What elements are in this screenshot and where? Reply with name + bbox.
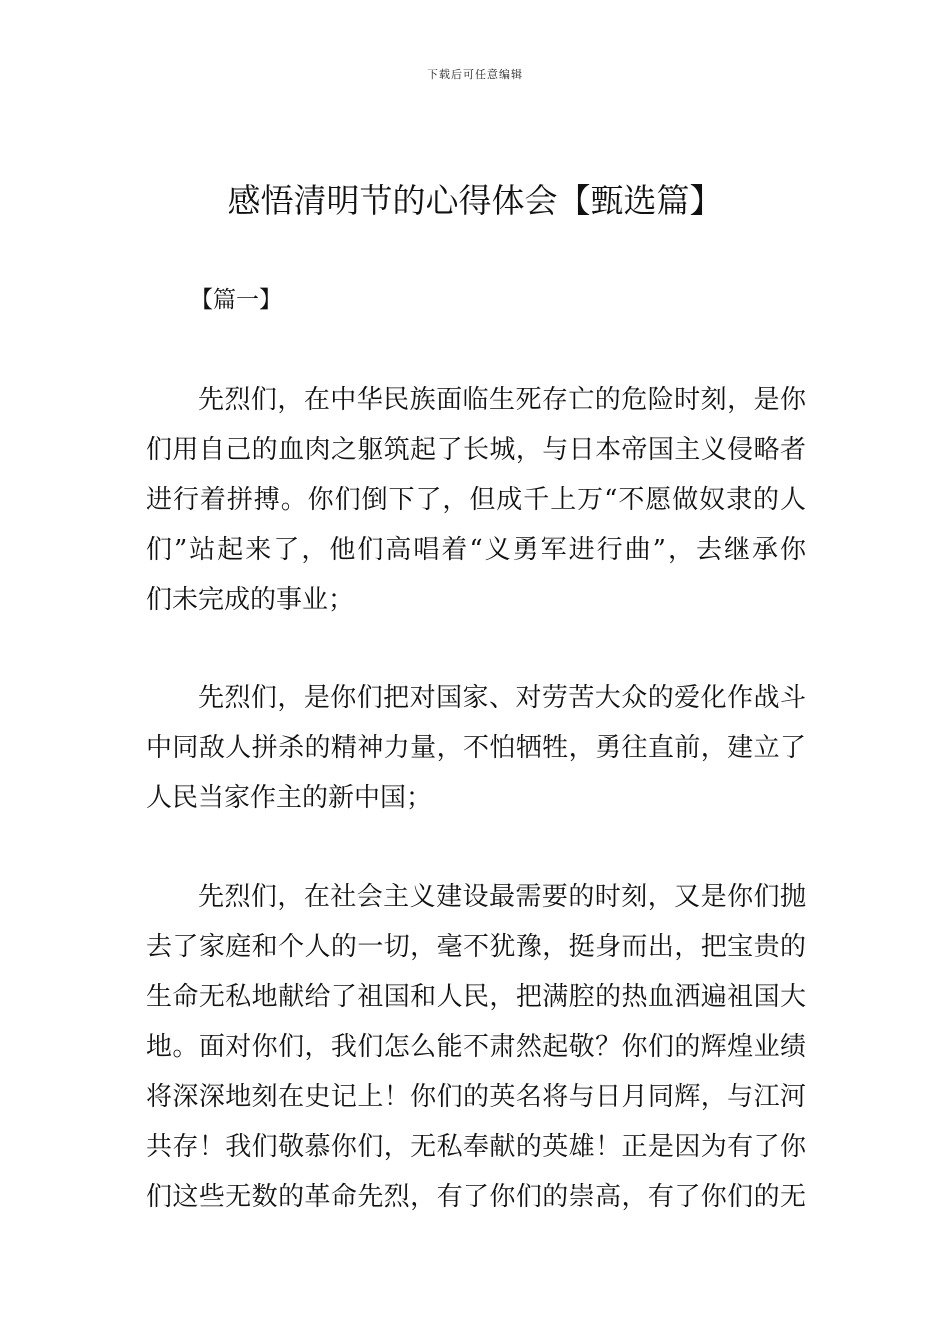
- paragraph-1: [146, 375, 806, 625]
- paragraph-line: 共存！我们敬慕你们，无私奉献的英雄！正是因为有了你: [146, 1132, 806, 1162]
- paragraph-line: 生命无私地献给了祖国和人民，把满腔的热血洒遍祖国大: [146, 982, 806, 1012]
- paragraph-line: 进行着拼搏。你们倒下了，但成千上万“不愿做奴隶的人: [146, 485, 806, 515]
- paragraph-line: 先烈们，是你们把对国家、对劳苦大众的爱化作战斗: [198, 683, 806, 713]
- paragraph-line: 地。面对你们，我们怎么能不肃然起敬？你们的辉煌业绩: [146, 1032, 806, 1062]
- paragraph-line: 们用自己的血肉之躯筑起了长城，与日本帝国主义侵略者: [146, 435, 806, 465]
- paragraph-line: 人民当家作主的新中国；: [146, 783, 433, 813]
- paragraph-3: [146, 872, 806, 1222]
- paragraph-line: 先烈们，在中华民族面临生死存亡的危险时刻，是你: [198, 385, 806, 415]
- paragraph-line: 们未完成的事业；: [146, 585, 355, 615]
- paragraph-line: 们”站起来了，他们高唱着“义勇军进行曲”，去继承你: [146, 535, 806, 565]
- section-label: 【篇一】: [190, 287, 282, 313]
- paragraph-line: 去了家庭和个人的一切，毫不犹豫，挺身而出，把宝贵的: [146, 932, 806, 962]
- paragraph-line: 将深深地刻在史记上！你们的英名将与日月同辉，与江河: [146, 1082, 806, 1112]
- document-title: 感悟清明节的心得体会【甄选篇】: [227, 181, 723, 220]
- header-note: 下载后可任意编辑: [427, 68, 523, 81]
- paragraph-line: 们这些无数的革命先烈，有了你们的崇高，有了你们的无: [146, 1182, 806, 1212]
- paragraph-line: 先烈们，在社会主义建设最需要的时刻，又是你们抛: [198, 882, 806, 912]
- paragraph-line: 中同敌人拼杀的精神力量，不怕牺牲，勇往直前，建立了: [146, 733, 806, 763]
- paragraph-2: [146, 673, 806, 823]
